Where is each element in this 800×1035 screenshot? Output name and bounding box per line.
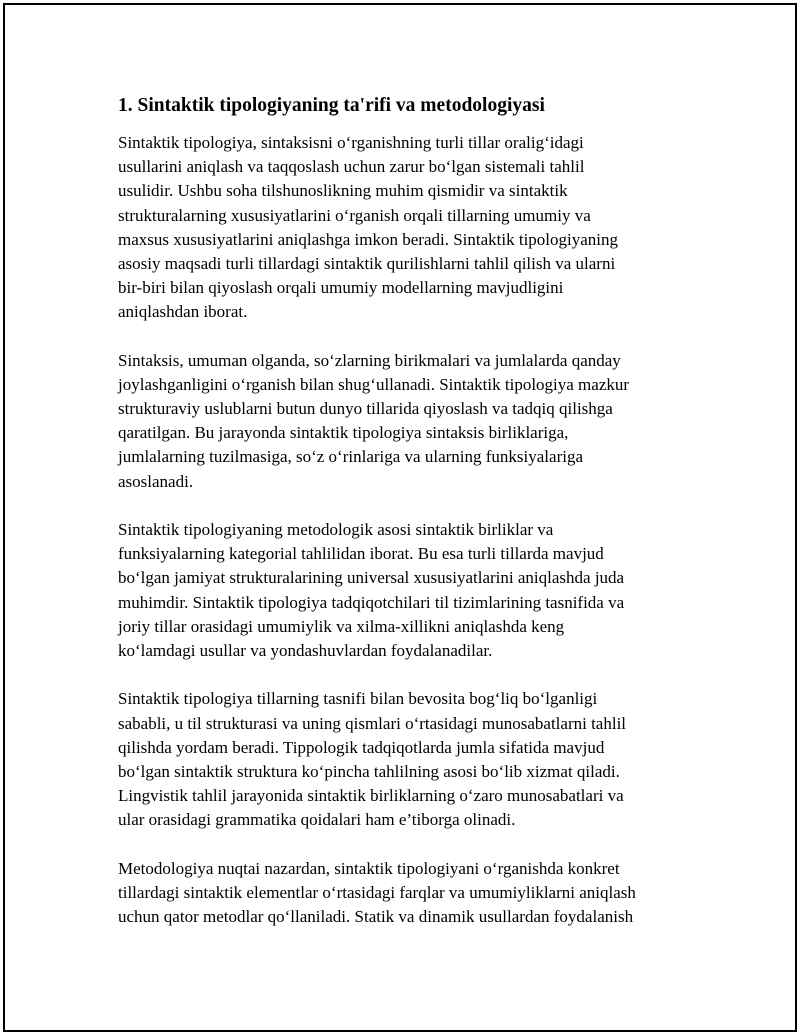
paragraph bbox=[118, 349, 698, 494]
text-line: usullarini aniqlash va taqqoslash uchun zarur bo‘lgan sistemali tahlil bbox=[118, 157, 585, 177]
text-line: sababli, u til strukturasi va uning qismlari o‘rtasidagi munosabatlarni tahlil bbox=[118, 713, 627, 733]
text-line: tillardagi sintaktik elementlar o‘rtasidagi farqlar va umumiyliklarni aniqlash bbox=[118, 882, 636, 902]
text-line: Sintaktik tipologiyaning metodologik asosi sintaktik birliklar va bbox=[118, 520, 554, 539]
text-line: Metodologiya nuqtai nazardan, sintaktik tipologiyani o‘rganishda konkret bbox=[118, 858, 620, 878]
text-line: asoslanadi. bbox=[118, 471, 194, 491]
paragraph bbox=[118, 518, 698, 663]
text-line: qilishda yordam beradi. Tippologik tadqiqotlarda jumla sifatida mavjud bbox=[118, 737, 605, 757]
text-line: bo‘lgan jamiyat strukturalarining universal xususiyatlarini aniqlashda juda bbox=[118, 568, 625, 588]
text-line: strukturalarning xususiyatlarini o‘rganish orqali tillarning umumiy va bbox=[118, 205, 591, 225]
text-line: muhimdir. Sintaktik tipologiya tadqiqotchilari til tizimlarining tasnifida va bbox=[118, 592, 625, 612]
document-body bbox=[118, 92, 698, 953]
paragraphs-container bbox=[118, 131, 698, 929]
text-line: qaratilgan. Bu jarayonda sintaktik tipologiya sintaksis birliklariga, bbox=[118, 423, 569, 443]
text-line: strukturaviy uslublarni butun dunyo tillarida qiyoslash va tadqiq qilishga bbox=[118, 399, 613, 419]
text-line: bir-biri bilan qiyoslash orqali umumiy modellarning mavjudligini bbox=[118, 278, 564, 298]
text-line: funksiyalarning kategorial tahlilidan iborat. Bu esa turli tillarda mavjud bbox=[118, 544, 604, 564]
text-line: maxsus xususiyatlarini aniqlashga imkon beradi. Sintaktik tipologiyaning bbox=[118, 229, 619, 249]
text-line: jumlalarning tuzilmasiga, so‘z o‘rinlariga va ularning funksiyalariga bbox=[118, 447, 583, 467]
paragraph bbox=[118, 687, 698, 832]
text-line: ular orasidagi grammatika qoidalari ham e’tiborga olinadi. bbox=[118, 810, 516, 830]
text-line: asosiy maqsadi turli tillardagi sintaktik qurilishlarni tahlil qilish va ularni bbox=[118, 253, 616, 273]
text-line: bo‘lgan sintaktik struktura ko‘pincha tahlilning asosi bo‘lib xizmat qiladi. bbox=[118, 761, 620, 781]
text-line: usulidir. Ushbu soha tilshunoslikning muhim qismidir va sintaktik bbox=[118, 181, 568, 201]
paragraph bbox=[118, 857, 698, 930]
text-line: joylashganligini o‘rganish bilan shug‘ullanadi. Sintaktik tipologiya mazkur bbox=[118, 374, 630, 394]
text-line: Sintaktik tipologiya tillarning tasnifi bilan bevosita bog‘liq bo‘lganligi bbox=[118, 689, 598, 709]
text-line: ko‘lamdagi usullar va yondashuvlardan foydalanadilar. bbox=[118, 640, 493, 660]
paragraph bbox=[118, 131, 698, 325]
text-line: Lingvistik tahlil jarayonida sintaktik birliklarning o‘zaro munosabatlari va bbox=[118, 786, 624, 806]
text-line: aniqlashdan iborat. bbox=[118, 302, 248, 322]
section-heading: 1. Sintaktik tipologiyaning ta'rifi va metodologiyasi bbox=[118, 95, 545, 116]
text-line: uchun qator metodlar qo‘llaniladi. Statik va dinamik usullardan foydalanish bbox=[118, 907, 634, 926]
text-line: Sintaktik tipologiya, sintaksisni o‘rganishning turli tillar oralig‘idagi bbox=[118, 133, 584, 152]
text-line: Sintaksis, umuman olganda, so‘zlarning birikmalari va jumlalarda qanday bbox=[118, 350, 621, 370]
text-line: joriy tillar orasidagi umumiylik va xilma-xillikni aniqlashda keng bbox=[118, 616, 565, 636]
